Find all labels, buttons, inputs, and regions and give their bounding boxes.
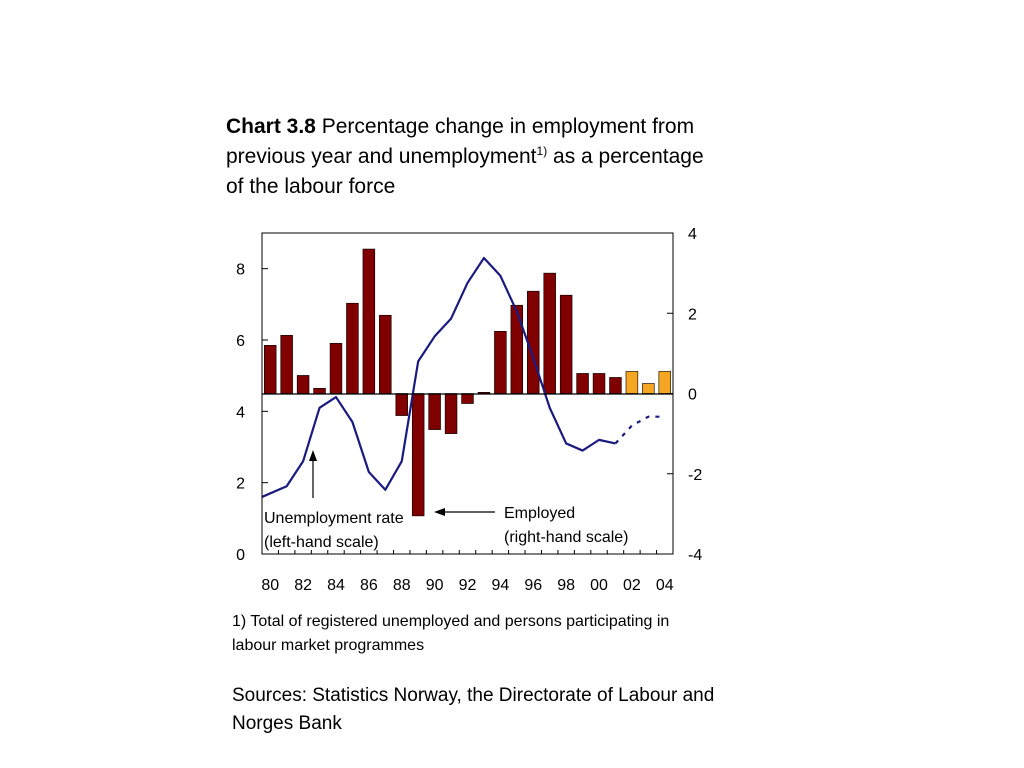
x-tick-label: 88: [392, 577, 411, 594]
right-tick-label: 2: [688, 306, 697, 324]
bar-1987: [379, 315, 391, 393]
bar-2000: [593, 373, 605, 393]
bar-2001: [610, 377, 622, 393]
bar-1996: [527, 291, 539, 393]
x-tick-label: 00: [590, 577, 608, 594]
bar-1997: [544, 273, 556, 393]
bar-1999: [577, 373, 589, 393]
employment-bars: [264, 249, 670, 516]
bar-1981: [281, 335, 293, 393]
unemp-arrow-head: [309, 450, 317, 461]
right-tick-label: -4: [688, 547, 703, 564]
bar-1988: [396, 394, 408, 416]
unemployment-projection-line: [615, 417, 664, 444]
right-tick-label: 0: [688, 386, 697, 404]
right-tick-label: 4: [688, 226, 697, 243]
x-tick-label: 02: [623, 577, 641, 594]
footnote: 1) Total of registered unemployed and persons participating in labour market programmes: [232, 613, 670, 654]
left-tick-label: 4: [236, 404, 245, 422]
unemp-label-line2: (left-hand scale): [264, 534, 379, 551]
title-text: Percentage change in employment from previous year and unemployment: [226, 115, 695, 168]
bar-1986: [363, 249, 375, 393]
bar-1983: [314, 388, 326, 393]
unemp-label-line1: Unemployment rate: [264, 510, 404, 527]
left-tick-label: 0: [236, 547, 245, 564]
bar-1982: [297, 375, 309, 393]
chart-number: Chart 3.8: [226, 115, 316, 138]
bar-1984: [330, 343, 342, 393]
x-tick-label: 84: [327, 577, 345, 594]
x-tick-label: 90: [425, 577, 444, 594]
bar-1980: [264, 345, 276, 393]
x-tick-label: 96: [524, 577, 543, 594]
bar-1995: [511, 305, 523, 393]
bar-1992: [462, 394, 474, 404]
x-tick-label: 82: [294, 577, 312, 594]
bar-2002: [626, 371, 638, 393]
bar-1993: [478, 392, 490, 393]
bar-1985: [347, 303, 359, 393]
x-tick-label: 04: [655, 577, 674, 594]
left-tick-label: 8: [236, 261, 245, 279]
left-tick-label: 2: [236, 475, 245, 493]
bar-1998: [560, 295, 572, 393]
bar-2004: [659, 371, 671, 393]
emp-label-line2: (right-hand scale): [504, 529, 629, 546]
title-text-continued: as a percentage of the labour force: [226, 145, 704, 198]
emp-arrow-head: [434, 508, 445, 516]
bar-1991: [445, 394, 457, 434]
bar-1989: [412, 394, 424, 516]
right-tick-label: -2: [688, 466, 703, 484]
x-tick-label: 80: [261, 577, 280, 594]
emp-label-line1: Employed: [504, 505, 576, 522]
title-footnote-mark: 1): [536, 144, 548, 158]
bar-2003: [642, 383, 654, 393]
x-tick-label: 86: [359, 577, 378, 594]
sources: Sources: Statistics Norway, the Directorate of Labour and Norges Bank: [232, 685, 715, 734]
x-tick-label: 98: [557, 577, 576, 594]
left-tick-label: 6: [236, 333, 245, 350]
bar-1994: [494, 331, 506, 393]
x-tick-label: 94: [491, 577, 510, 594]
x-tick-label: 92: [458, 577, 477, 594]
bar-1990: [429, 394, 441, 430]
